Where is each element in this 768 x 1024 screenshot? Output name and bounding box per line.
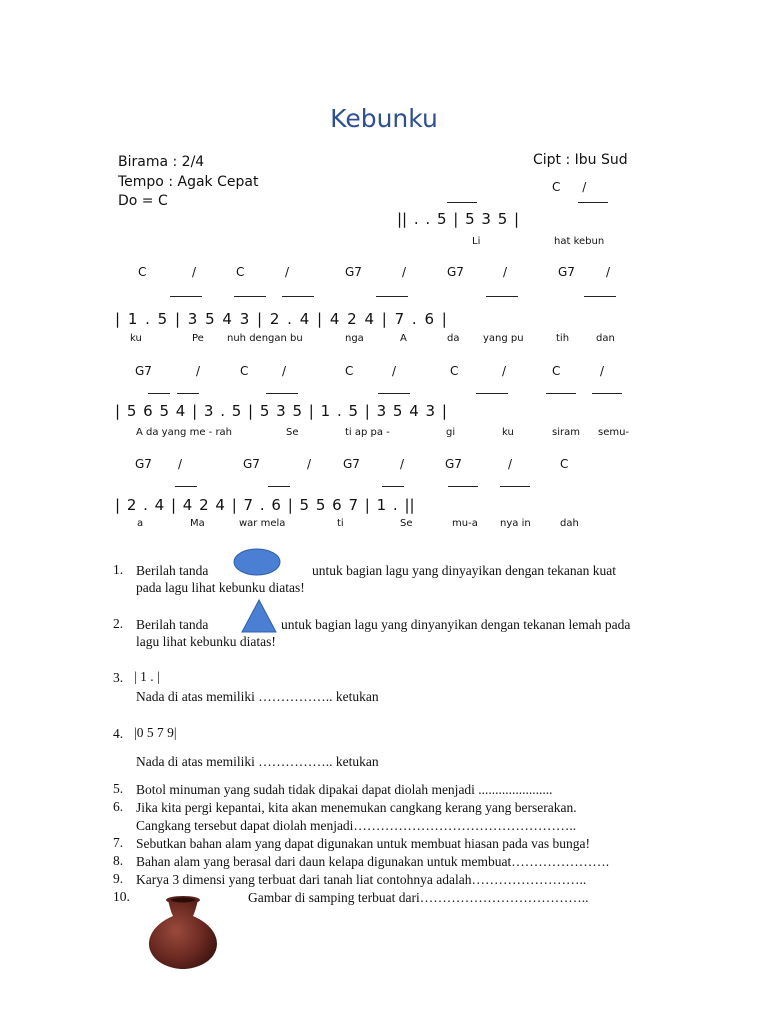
question-number: 1.: [113, 562, 124, 577]
question-text: Jika kita pergi kepantai, kita akan menemukan cangkang kerang yang berserakan.: [136, 800, 577, 815]
lyric: Se: [400, 518, 413, 529]
question-number: 2.: [113, 616, 124, 631]
question-text: Bahan alam yang berasal dari daun kelapa digunakan untuk membuat………………….: [136, 854, 610, 869]
lyric: ti: [337, 518, 344, 529]
lyric: ku: [130, 333, 142, 344]
lyric: A: [400, 333, 407, 344]
lyric: nga: [345, 333, 364, 344]
lyric: hat kebun: [554, 236, 605, 247]
question-number: 6.: [113, 799, 124, 814]
chord: G7: [135, 364, 152, 378]
chord: /: [503, 265, 508, 279]
question-text: untuk bagian lagu yang dinyanyikan dengan tekanan lemah pada: [281, 617, 631, 632]
lyric: Se: [286, 427, 299, 438]
lyric: Ma: [190, 518, 205, 529]
chord: /: [606, 265, 611, 279]
question-number: 9.: [113, 871, 124, 886]
chord: C: [345, 364, 354, 378]
lyric: Pe: [192, 333, 204, 344]
chord: /: [192, 265, 197, 279]
lyric: siram: [552, 427, 580, 438]
lyric: semu-: [598, 427, 630, 438]
lyric: ku: [502, 427, 514, 438]
lyric: da: [447, 333, 460, 344]
lyric: dan: [596, 333, 615, 344]
question-number: 3.: [113, 670, 124, 685]
chord: G7: [343, 457, 360, 471]
birama-label: Birama : 2/4: [118, 154, 205, 170]
chord: G7: [558, 265, 575, 279]
chord: G7: [345, 265, 362, 279]
beat-notation: |0 5 7 9|: [134, 725, 177, 740]
page-title: Kebunku: [330, 104, 438, 133]
question-text: Nada di atas memiliki …………….. ketukan: [136, 689, 379, 704]
lyric: gi: [446, 427, 456, 438]
tempo-label: Tempo : Agak Cepat: [118, 174, 259, 190]
lyric: Li: [472, 236, 481, 247]
question-number: 5.: [113, 781, 124, 796]
question-text: untuk bagian lagu yang dinyayikan dengan tekanan kuat: [312, 563, 617, 578]
lyric: war mela: [239, 518, 286, 529]
chord: /: [508, 457, 513, 471]
lyric: ti ap pa -: [345, 427, 390, 438]
question-text: lagu lihat kebunku diatas!: [136, 634, 276, 649]
chord: C: [138, 265, 147, 279]
lyric: A da yang me - rah: [136, 427, 233, 438]
lyric: a: [137, 518, 144, 529]
notes-row-3: | 2 . 4 | 4 2 4 | 7 . 6 | 5 5 6 7 | 1 . ||: [115, 496, 415, 514]
question-text: Berilah tanda: [136, 563, 209, 578]
chord: C: [560, 457, 569, 471]
question-number: 7.: [113, 835, 124, 850]
chord: C: [552, 364, 561, 378]
question-text: Berilah tanda: [136, 617, 209, 632]
lyric: mu-a: [452, 518, 478, 529]
chord: C: [240, 364, 249, 378]
question-text: Nada di atas memiliki …………….. ketukan: [136, 754, 379, 769]
lyric: dah: [560, 518, 579, 529]
question-text: Botol minuman yang sudah tidak dipakai dapat diolah menjadi ......................: [136, 782, 553, 797]
beat-notation: | 1 . |: [134, 669, 160, 684]
chord: /: [282, 364, 287, 378]
lyric: nya in: [500, 518, 531, 529]
chord: G7: [135, 457, 152, 471]
question-text: Gambar di samping terbuat dari………………………………..: [248, 890, 589, 905]
question-number: 4.: [113, 726, 124, 741]
question-number: 10.: [113, 889, 130, 904]
chord: /: [307, 457, 312, 471]
chord: G7: [243, 457, 260, 471]
question-number: 8.: [113, 853, 124, 868]
chord: G7: [447, 265, 464, 279]
question-text: pada lagu lihat kebunku diatas!: [136, 580, 305, 595]
notes-row-0: || . . 5 | 5 3 5 |: [397, 210, 520, 228]
lyric: nuh dengan bu: [227, 333, 303, 344]
chord: /: [196, 364, 201, 378]
composer-label: Cipt : Ibu Sud: [533, 152, 628, 168]
chord: /: [178, 457, 183, 471]
chord-row-0: C /: [552, 180, 587, 194]
chord: /: [502, 364, 507, 378]
do-label: Do = C: [118, 193, 168, 209]
question-text: Karya 3 dimensi yang terbuat dari tanah liat contohnya adalah……………………..: [136, 872, 587, 887]
chord: /: [402, 265, 407, 279]
chord: /: [285, 265, 290, 279]
question-text: Cangkang tersebut dapat diolah menjadi…………………………………………..: [136, 818, 577, 833]
chord: G7: [445, 457, 462, 471]
chord: C: [450, 364, 459, 378]
chord: /: [400, 457, 405, 471]
triangle-mark-icon: [240, 598, 278, 634]
chord: /: [392, 364, 397, 378]
ellipse-mark-icon: [232, 547, 282, 577]
chord: C: [236, 265, 245, 279]
chord: /: [600, 364, 605, 378]
vase-icon: [140, 894, 226, 970]
question-text: Sebutkan bahan alam yang dapat digunakan untuk membuat hiasan pada vas bunga!: [136, 836, 590, 851]
lyric: yang pu: [483, 333, 524, 344]
notes-row-1: | 1 . 5 | 3 5 4 3 | 2 . 4 | 4 2 4 | 7 . 6 |: [115, 310, 447, 328]
lyric: tih: [556, 333, 570, 344]
notes-row-2: | 5 6 5 4 | 3 . 5 | 5 3 5 | 1 . 5 | 3 5 4 3 |: [115, 402, 447, 420]
